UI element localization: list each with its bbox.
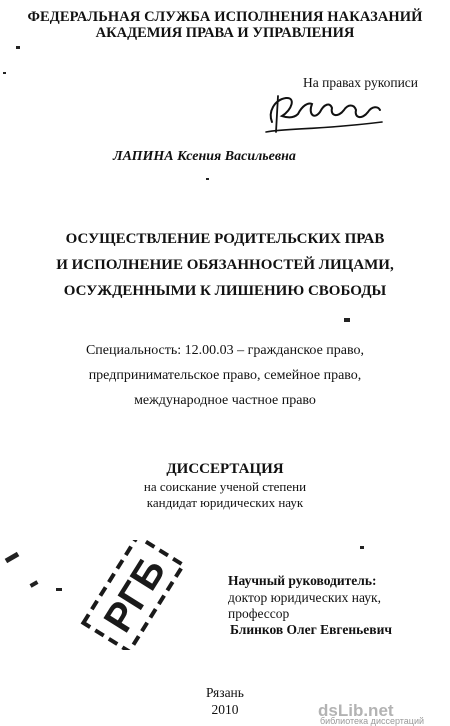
watermark-logo: dsLib.net [318,701,394,720]
supervisor-heading: Научный руководитель: [228,573,377,588]
degree-line-2: кандидат юридических наук [146,495,304,510]
scan-speck [5,552,20,563]
document-type-heading: ДИССЕРТАЦИЯ [166,461,284,477]
watermark-subtitle: библиотека диссертаций [320,716,425,726]
supervisor-title: профессор [228,606,290,621]
scan-speck [206,178,209,180]
author-name: ЛАПИНА Ксения Васильевна [113,149,296,164]
dissertation-title-line-2: И ИСПОЛНЕНИЕ ОБЯЗАННОСТЕЙ ЛИЦАМИ, [56,257,394,273]
publication-city: Рязань [206,685,244,700]
scan-speck [3,72,6,74]
organization-line-2: АКАДЕМИЯ ПРАВА И УПРАВЛЕНИЯ [95,25,355,41]
dissertation-title-line-1: ОСУЩЕСТВЛЕНИЕ РОДИТЕЛЬСКИХ ПРАВ [65,231,385,247]
supervisor-degree: доктор юридических наук, [228,590,381,605]
scan-speck [30,580,39,587]
dslib-watermark [318,700,450,726]
organization-line-1: ФЕДЕРАЛЬНАЯ СЛУЖБА ИСПОЛНЕНИЯ НАКАЗАНИЙ [27,9,423,25]
degree-line-1: на соискание ученой степени [143,479,307,494]
specialty-line-3: международное частное право [134,393,316,408]
publication-year: 2010 [211,702,239,717]
scan-speck [344,318,350,322]
handwritten-signature [258,92,388,138]
manuscript-note: На правах рукописи [303,75,419,90]
supervisor-name: Блинков Олег Евгеньевич [230,622,392,637]
specialty-line-2: предпринимательское право, семейное право, [88,368,362,383]
dissertation-title-line-3: ОСУЖДЕННЫМИ К ЛИШЕНИЮ СВОБОДЫ [63,283,387,299]
library-stamp [70,540,200,650]
scan-speck [56,588,62,591]
scan-speck [16,46,20,49]
svg-text:РГБ: РГБ [95,550,175,640]
specialty-line-1: Специальность: 12.00.03 – гражданское право, [85,343,365,358]
scan-speck [360,546,364,549]
